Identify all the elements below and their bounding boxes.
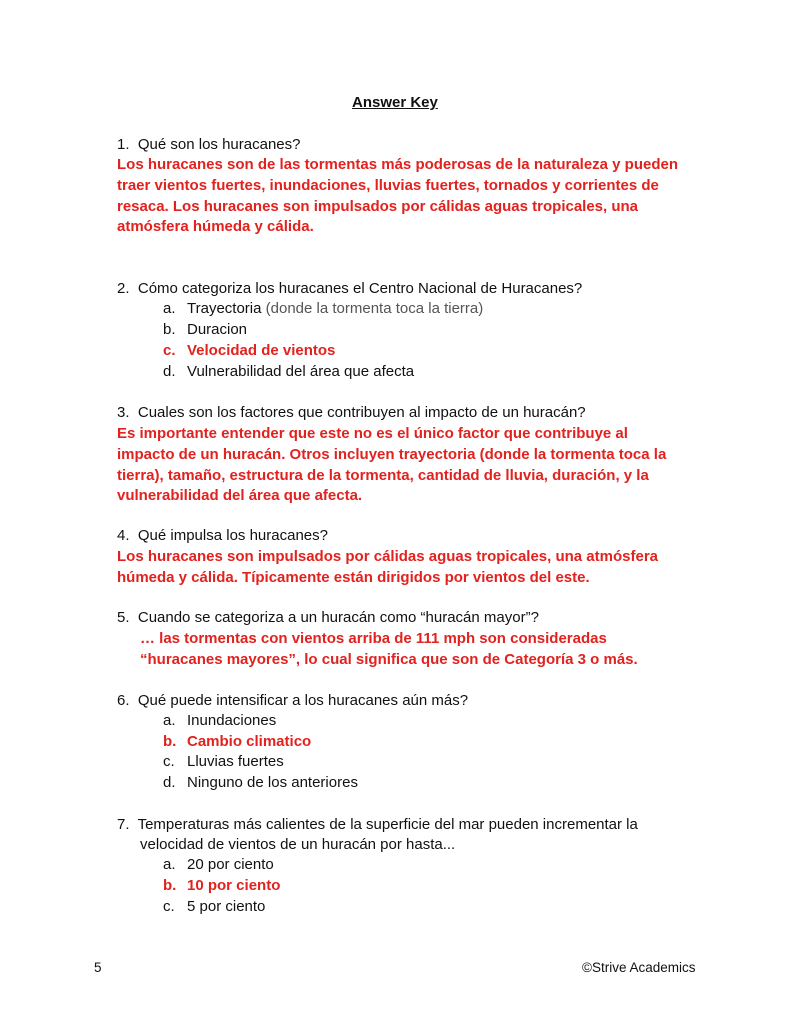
option-text: Inundaciones — [187, 712, 277, 729]
question-text: Temperaturas más calientes de la superficie del mar pueden incrementar la — [137, 816, 638, 833]
question-text: Qué son los huracanes? — [137, 136, 301, 153]
option-7a — [163, 856, 274, 873]
answer-line: húmeda y cálida. Típicamente están dirigidos por vientos del este. — [117, 568, 590, 586]
option-7b-correct — [163, 877, 280, 894]
option-2a — [163, 300, 483, 317]
question-text: Qué impulsa los huracanes? — [137, 527, 328, 544]
answer-1 — [117, 155, 678, 238]
option-note: (donde la tormenta toca la tierra) — [265, 300, 484, 317]
page-number: 5 — [94, 960, 102, 975]
option-text: 10 por ciento — [187, 877, 281, 894]
answer-3 — [117, 424, 666, 507]
answer-line: Es importante entender que este no es el único factor que contribuye al — [117, 425, 628, 442]
answer-line: impacto de un huracán. Otros incluyen trayectoria (donde la tormenta toca la — [117, 445, 667, 463]
option-letter: a. — [163, 856, 176, 873]
option-text: Trayectoria — [187, 300, 262, 317]
question-7 — [117, 816, 638, 833]
question-7-continued: velocidad de vientos de un huracán por hasta... — [140, 836, 456, 853]
option-2d — [163, 363, 414, 380]
question-number: 7. — [117, 816, 130, 833]
question-6 — [117, 692, 468, 709]
option-letter: c. — [163, 898, 175, 915]
question-number: 5. — [117, 609, 130, 626]
question-5 — [117, 609, 539, 626]
option-letter: a. — [163, 712, 176, 729]
question-text: Cuando se categoriza a un huracán como “huracán mayor”? — [137, 609, 539, 626]
question-text: Cómo categoriza los huracanes el Centro Nacional de Huracanes? — [137, 280, 583, 297]
answer-line: vulnerabilidad del área que afecta. — [117, 487, 363, 505]
answer-line: atmósfera húmeda y cálida. — [117, 218, 314, 236]
page-title: Answer Key — [352, 94, 438, 111]
option-text: Cambio climatico — [187, 733, 312, 750]
question-2 — [117, 280, 582, 297]
option-letter: d. — [163, 774, 176, 791]
answer-line: traer vientos fuertes, inundaciones, lluvias fuertes, tornados y corrientes de — [117, 176, 659, 194]
option-7c — [163, 898, 265, 915]
question-text: Cuales son los factores que contribuyen al impacto de un huracán? — [137, 404, 586, 421]
answer-4 — [117, 547, 658, 589]
option-letter: b. — [163, 321, 176, 338]
option-text: Lluvias fuertes — [187, 753, 284, 770]
copyright: ©Strive Academics — [582, 960, 696, 975]
option-letter: b. — [163, 733, 177, 750]
option-text: Duracion — [187, 321, 248, 338]
question-number: 4. — [117, 527, 130, 544]
option-text: 5 por ciento — [187, 898, 266, 915]
question-number: 2. — [117, 280, 130, 297]
option-text: 20 por ciento — [187, 856, 274, 873]
option-text: Velocidad de vientos — [187, 342, 336, 359]
question-text: Qué puede intensificar a los huracanes aún más? — [137, 692, 469, 709]
answer-line: Los huracanes son impulsados por cálidas aguas tropicales, una atmósfera — [117, 548, 659, 565]
option-6b-correct — [163, 733, 311, 750]
answer-line: resaca. Los huracanes son impulsados por cálidas aguas tropicales, una — [117, 197, 639, 215]
option-letter: d. — [163, 363, 176, 380]
option-6a — [163, 712, 276, 729]
question-number: 3. — [117, 404, 130, 421]
question-number: 1. — [117, 136, 130, 153]
option-6d — [163, 774, 358, 791]
answer-line: … las tormentas con vientos arriba de 111 mph son consideradas — [140, 630, 607, 647]
question-1 — [117, 136, 300, 153]
answer-line: Los huracanes son de las tormentas más poderosas de la naturaleza y pueden — [117, 156, 679, 173]
option-2c-correct — [163, 342, 335, 359]
option-6c — [163, 753, 284, 770]
question-4 — [117, 527, 328, 544]
option-letter: c. — [163, 342, 176, 359]
answer-line: tierra), tamaño, estructura de la tormenta, cantidad de lluvia, duración, y la — [117, 466, 649, 484]
option-text: Vulnerabilidad del área que afecta — [187, 363, 415, 380]
answer-5 — [140, 629, 638, 671]
answer-line: “huracanes mayores”, lo cual significa que son de Categoría 3 o más. — [140, 650, 638, 668]
option-letter: a. — [163, 300, 176, 317]
option-letter: b. — [163, 877, 177, 894]
question-3 — [117, 404, 586, 421]
option-2b — [163, 321, 247, 338]
option-letter: c. — [163, 753, 175, 770]
question-number: 6. — [117, 692, 130, 709]
option-text: Ninguno de los anteriores — [187, 774, 358, 791]
